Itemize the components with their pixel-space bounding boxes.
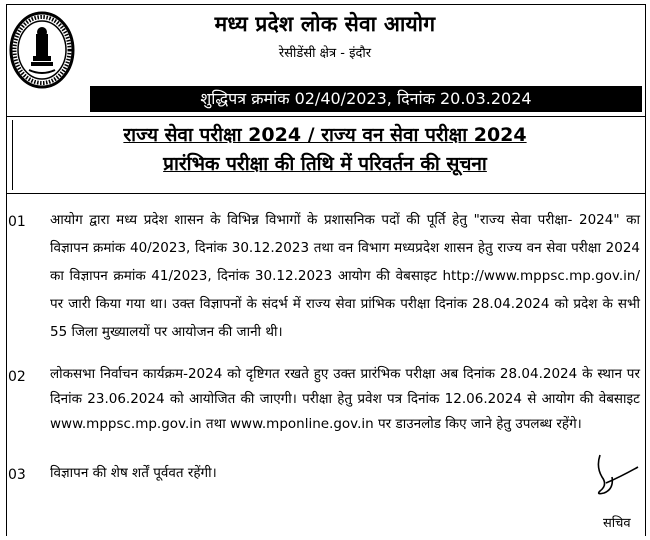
paragraph-number: 01 bbox=[8, 214, 26, 230]
paragraph-text: लोकसभा निर्वाचन कार्यक्रम-2024 को दृष्टिगत रखते हुए उक्त प्रारंभिक परीक्षा अब दिनांक 28.04.2024 के स्थान पर दिनांक 23.06.2024 को आयोजित की जाएगी। परीक्षा हेतु प्रवेश पत्र दिनांक 12.06.2024 से आयोग की वेबसाइट www.mppsc.mp.gov.in तथा www.mponline.gov.in पर डाउनलोड किए जाने हेतु उपलब्ध रहेंगे। bbox=[50, 366, 640, 432]
paragraph-number: 03 bbox=[8, 467, 26, 483]
exam-title: राज्य सेवा परीक्षा 2024 / राज्य वन सेवा परीक्षा 2024 bbox=[123, 124, 527, 146]
notice-reference-bar bbox=[90, 86, 642, 112]
notice-subject: प्रारंभिक परीक्षा की तिथि में परिवर्तन की सूचना bbox=[163, 153, 487, 175]
org-location: रेसीडेंसी क्षेत्र - इंदौर bbox=[278, 46, 372, 61]
notice-reference: शुद्धिपत्र क्रमांक 02/40/2023, दिनांक 20.03.2024 bbox=[200, 89, 532, 108]
signature-icon bbox=[592, 447, 642, 507]
paragraph-number: 02 bbox=[8, 369, 26, 385]
paragraph-text: आयोग द्वारा मध्य प्रदेश शासन के विभिन्न विभागों के प्रशासनिक पदों की पूर्ति हेतु "राज्य सेवा परीक्षा- 2024" का विज्ञापन क्रमांक 40/2023, दिनांक 30.12.2023 तथा वन विभाग मध्यप्रदेश शासन हेतु राज्य वन सेवा परीक्षा 2024 का विज्ञापन क्रमांक 41/2023, दिनांक 30.12.2023 आयोग की वेबसाइट http://www.mppsc.mp.gov.in/ पर जारी किया गया था। उक्त विज्ञापनों के संदर्भ में राज्य सेवा प्रांभिक परीक्षा दिनांक 28.04.2024 को प्रदेश के सभी 55 जिला मुख्यालयों पर आयोजन की जानी थी। bbox=[50, 212, 640, 340]
paragraph-text: विज्ञापन की शेष शर्तें पूर्ववत रहेंगी। bbox=[50, 465, 217, 481]
org-name: मध्य प्रदेश लोक सेवा आयोग bbox=[214, 12, 436, 36]
title-top-rule bbox=[6, 116, 646, 117]
signatory-designation: सचिव bbox=[603, 516, 631, 531]
title-bottom-rule bbox=[6, 193, 646, 194]
